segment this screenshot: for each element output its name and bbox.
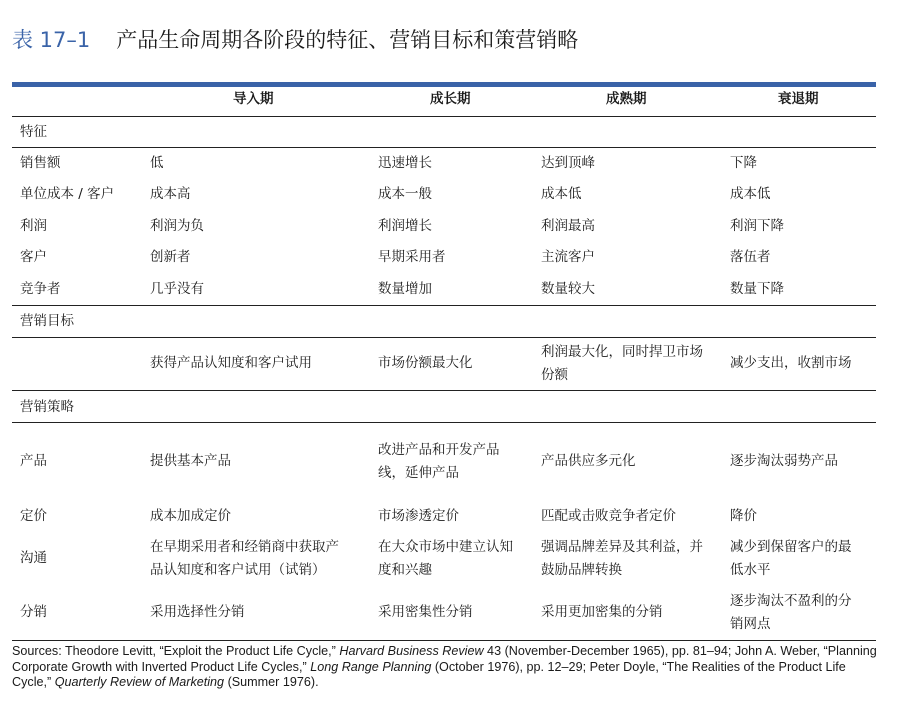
table-cell: 在大众市场中建立认知 度和兴趣 [378,538,513,578]
rule [12,305,876,306]
table-cell: 降价 [730,508,757,524]
table-cell: 几乎没有 [150,281,204,297]
table-cell: 利润为负 [150,218,204,234]
table-cell: 市场渗透定价 [378,508,459,524]
row-label: 利润 [20,218,47,234]
row-label: 销售额 [20,155,61,171]
section-label: 营销目标 [20,313,74,329]
table-cell: 成本低 [730,186,771,202]
section-label: 营销策略 [20,399,74,415]
column-header: 成熟期 [606,91,647,107]
table-cell: 主流客户 [541,249,595,265]
table-cell: 改进产品和开发产品 线，延伸产品 [378,441,500,481]
table-cell: 早期采用者 [378,249,446,265]
table-cell: 逐步淘汰弱势产品 [730,453,838,469]
row-label: 客户 [20,249,47,265]
row-label: 竞争者 [20,281,61,297]
table-cell: 提供基本产品 [150,453,231,469]
table-cell: 采用选择性分销 [150,604,245,620]
table-cell: 数量较大 [541,281,595,297]
row-label: 单位成本 / 客户 [20,186,115,202]
table-cell: 市场份额最大化 [378,355,473,371]
table-cell: 采用密集性分销 [378,604,473,620]
row-label: 分销 [20,604,47,620]
table-cell: 产品供应多元化 [541,453,636,469]
table-cell: 下降 [730,155,757,171]
row-label: 沟通 [20,550,47,566]
column-header: 衰退期 [778,91,819,107]
rule [12,116,876,117]
table-cell: 减少到保留客户的最 低水平 [730,538,852,578]
rule [12,147,876,148]
table-cell: 逐步淘汰不盈利的分 销网点 [730,592,852,632]
rule [12,422,876,423]
sources-note: Sources: Theodore Levitt, “Exploit the Product Life Cycle,” Harvard Business Review 43 (November‑December 1965), pp. 81–94; John A. Weber, “Planning Corporate Growth with Inverted Product Life Cycles,” Long Range Planning (October 1976), pp. 12–29; Peter Doyle, “The Realities of the Product Life Cycle,” Quarterly Review of Marketing (Summer 1976). [12,644,877,689]
column-header: 成长期 [430,91,471,107]
table-cell: 利润最高 [541,218,595,234]
section-label: 特征 [20,124,47,140]
table-cell: 获得产品认知度和客户试用 [150,355,312,371]
table-cell: 在早期采用者和经销商中获取产 品认知度和客户试用（试销） [150,538,339,578]
table-cell: 利润下降 [730,218,784,234]
table-cell: 低 [150,155,164,171]
rule [12,337,876,338]
table-number: 表 17–1 [12,28,91,52]
rule [12,390,876,391]
table-cell: 减少支出，收割市场 [730,355,852,371]
table-cell: 落伍者 [730,249,771,265]
table-cell: 采用更加密集的分销 [541,604,663,620]
table-cell: 创新者 [150,249,191,265]
table-cell: 迅速增长 [378,155,432,171]
table-cell: 成本低 [541,186,582,202]
row-label: 产品 [20,453,47,469]
table-cell: 成本一般 [378,186,432,202]
table-title-text: 产品生命周期各阶段的特征、营销目标和策营销略 [116,28,579,52]
table-title [12,24,578,54]
table-cell: 匹配或击败竞争者定价 [541,508,676,524]
title-rule [12,82,876,87]
table-cell: 强调品牌差异及其利益，并 鼓励品牌转换 [541,538,703,578]
table-cell: 数量下降 [730,281,784,297]
table-cell: 利润增长 [378,218,432,234]
table-cell: 达到顶峰 [541,155,595,171]
row-label: 定价 [20,508,47,524]
table-cell: 利润最大化，同时捍卫市场 份额 [541,343,703,383]
table-cell: 数量增加 [378,281,432,297]
table-cell: 成本高 [150,186,191,202]
column-header: 导入期 [233,91,274,107]
table-cell: 成本加成定价 [150,508,231,524]
rule [12,640,876,641]
